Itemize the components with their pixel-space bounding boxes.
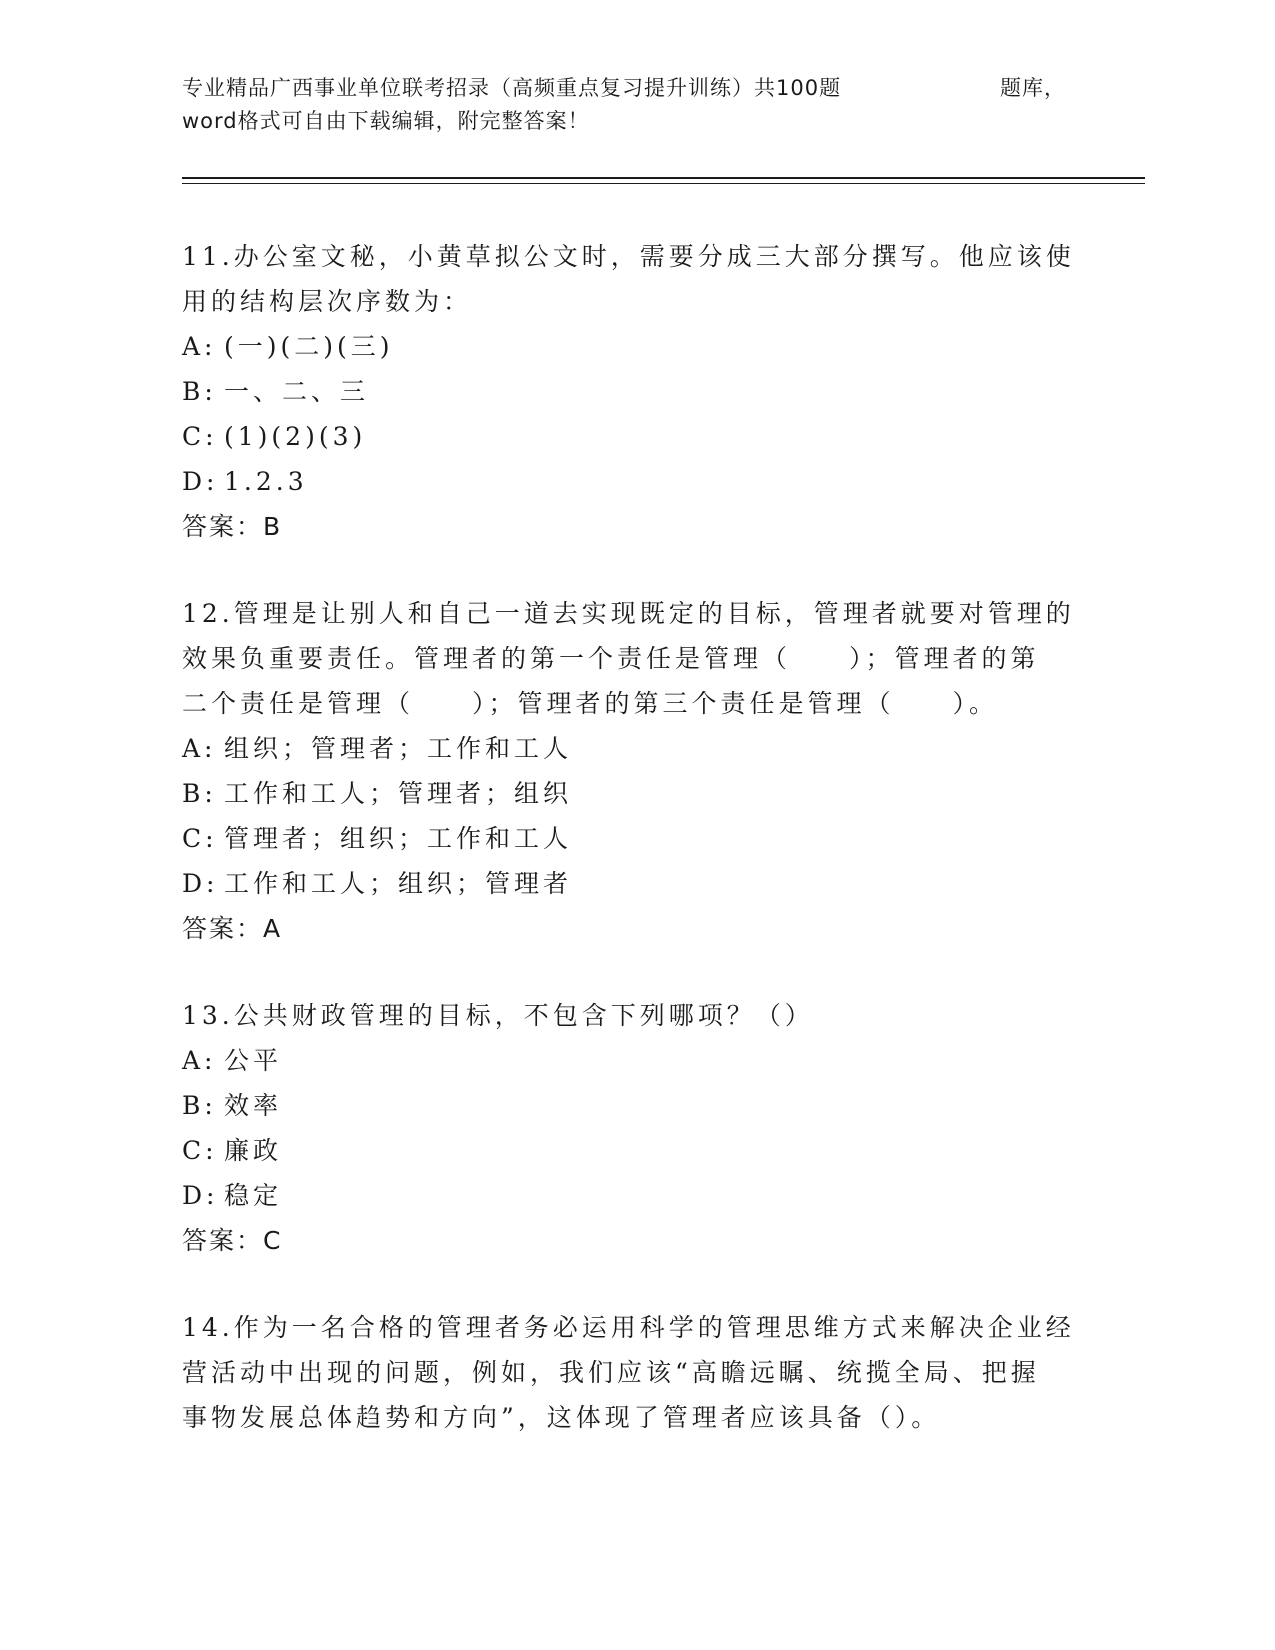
question-12 bbox=[182, 591, 1082, 951]
answer-label: 答案：C bbox=[182, 1226, 283, 1255]
option-c bbox=[182, 1128, 1082, 1173]
header-title-tail: 题库， bbox=[1000, 76, 1066, 100]
option-a bbox=[182, 726, 1082, 771]
stem-line: 事物发展总体趋势和方向”，这体现了管理者应该具备（）。 bbox=[182, 1403, 941, 1432]
option-text: 公平 bbox=[224, 1046, 283, 1075]
option-key: A: bbox=[182, 1046, 217, 1075]
question-stem bbox=[182, 591, 1082, 726]
question-13 bbox=[182, 993, 1082, 1263]
option-text: 组织；管理者；工作和工人 bbox=[224, 734, 573, 763]
option-b bbox=[182, 771, 1082, 816]
option-a bbox=[182, 324, 1082, 369]
header-line-2: word格式可自由下载编辑，附完整答案！ bbox=[182, 109, 590, 133]
question-stem bbox=[182, 993, 1082, 1038]
option-key: B: bbox=[182, 779, 217, 808]
option-text: 工作和工人；管理者；组织 bbox=[224, 779, 573, 808]
option-key: C: bbox=[182, 422, 218, 451]
option-text: 管理者；组织；工作和工人 bbox=[224, 824, 573, 853]
answer-label: 答案：A bbox=[182, 914, 283, 943]
option-c bbox=[182, 816, 1082, 861]
stem-line: 12.管理是让别人和自己一道去实现既定的目标，管理者就要对管理的 bbox=[182, 599, 1075, 628]
option-key: A: bbox=[182, 332, 217, 361]
option-key: D: bbox=[182, 467, 219, 496]
header-line-1 bbox=[182, 72, 1066, 105]
question-11 bbox=[182, 234, 1082, 549]
stem-line: 效果负重要责任。管理者的第一个责任是管理（ ）；管理者的第 bbox=[182, 644, 1040, 673]
option-d bbox=[182, 861, 1082, 906]
stem-line: 用的结构层次序数为： bbox=[182, 287, 473, 316]
option-a bbox=[182, 1038, 1082, 1083]
question-stem bbox=[182, 234, 1082, 324]
option-key: C: bbox=[182, 1136, 218, 1165]
option-key: A: bbox=[182, 734, 217, 763]
stem-line: 13.公共财政管理的目标，不包含下列哪项？（） bbox=[182, 1001, 814, 1030]
option-key: D: bbox=[182, 869, 219, 898]
question-list bbox=[182, 234, 1082, 1482]
header-title: 专业精品广西事业单位联考招录（高频重点复习提升训练）共100题 bbox=[182, 76, 842, 100]
option-b bbox=[182, 369, 1082, 414]
option-b bbox=[182, 1083, 1082, 1128]
question-stem bbox=[182, 1305, 1082, 1440]
option-key: D: bbox=[182, 1181, 219, 1210]
option-d bbox=[182, 1173, 1082, 1218]
option-text: 廉政 bbox=[224, 1136, 283, 1165]
option-key: B: bbox=[182, 1091, 217, 1120]
option-text: 效率 bbox=[224, 1091, 283, 1120]
option-c bbox=[182, 414, 1082, 459]
question-14 bbox=[182, 1305, 1082, 1440]
stem-line: 14.作为一名合格的管理者务必运用科学的管理思维方式来解决企业经 bbox=[182, 1313, 1075, 1342]
header-divider-thin bbox=[182, 183, 1145, 184]
header-divider-thick bbox=[182, 177, 1145, 179]
stem-line: 11.办公室文秘，小黄草拟公文时，需要分成三大部分撰写。他应该使 bbox=[182, 242, 1075, 271]
stem-line: 二个责任是管理（ ）；管理者的第三个责任是管理（ ）。 bbox=[182, 689, 999, 718]
option-text: (一)(二)(三) bbox=[224, 332, 394, 361]
option-key: C: bbox=[182, 824, 218, 853]
option-text: 稳定 bbox=[224, 1181, 283, 1210]
option-text: 工作和工人；组织；管理者 bbox=[224, 869, 573, 898]
stem-line: 营活动中出现的问题，例如，我们应该“高瞻远瞩、统揽全局、把握 bbox=[182, 1358, 1040, 1387]
option-text: 1.2.3 bbox=[224, 467, 308, 496]
option-text: 一、二、三 bbox=[224, 377, 370, 406]
option-d bbox=[182, 459, 1082, 504]
answer-label: 答案：B bbox=[182, 512, 283, 541]
option-key: B: bbox=[182, 377, 217, 406]
document-header bbox=[182, 72, 1066, 138]
option-text: (1)(2)(3) bbox=[224, 422, 367, 451]
